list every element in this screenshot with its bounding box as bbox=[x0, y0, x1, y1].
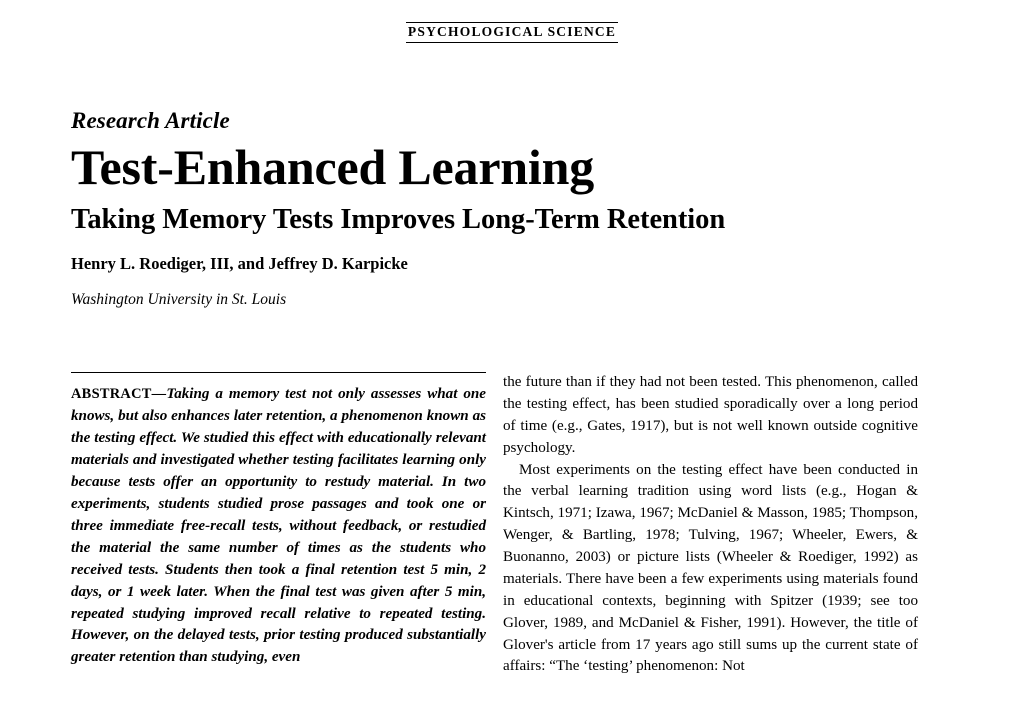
body-columns bbox=[71, 372, 951, 702]
article-type-label: Research Article bbox=[71, 108, 230, 133]
journal-name: PSYCHOLOGICAL SCIENCE bbox=[406, 22, 618, 43]
column-left bbox=[71, 372, 486, 669]
abstract-divider bbox=[71, 372, 486, 373]
abstract-text: Taking a memory test not only assesses what one knows, but also enhances later retention, a phenomenon known as the testing effect. We studied this effect with educationally relevant materials and investigated whether testing facilitates learning only because tests offer an opportunity to restudy material. In two experiments, students studied prose passages and took one or three immediate free-recall tests, without feedback, or restudied the material the same number of times as the students who received tests. Students then took a final retention test 5 min, 2 days, or 1 week later. When the final test was given after 5 min, repeated studying improved recall relative to repeated testing. However, on the delayed tests, prior testing produced substantially greater retention than studying, even bbox=[71, 386, 486, 666]
title-block bbox=[71, 108, 951, 310]
abstract-label: ABSTRACT— bbox=[71, 386, 167, 402]
author-list: Henry L. Roediger, III, and Jeffrey D. Karpicke bbox=[71, 253, 408, 273]
abstract-paragraph bbox=[71, 384, 486, 669]
article-subtitle: Taking Memory Tests Improves Long-Term Retention bbox=[71, 204, 726, 236]
column-right bbox=[503, 372, 918, 678]
author-affiliation: Washington University in St. Louis bbox=[71, 291, 287, 309]
body-paragraph-2: Most experiments on the testing effect have been conducted in the verbal learning tradition using word lists (e.g., Hogan & Kintsch, 1971; Izawa, 1967; McDaniel & Masson, 1985; Thompson, Wenger, & Bartling, 1978; Tulving, 1967; Wheeler, Ewers, & Buonanno, 2003) or picture lists (Wheeler & Roediger, 1992) as materials. There have been a few experiments using materials found in educational contexts, beginning with Spitzer (1939; see too Glover, 1989, and McDaniel & Fisher, 1991). However, the title of Glover's article from 17 years ago still sums up the current state of affairs: “The ‘testing’ phenomenon: Not bbox=[503, 461, 918, 675]
page-title: Test-Enhanced Learning bbox=[71, 139, 595, 196]
journal-running-head bbox=[0, 22, 1024, 43]
body-paragraph-1: the future than if they had not been tested. This phenomenon, called the testing effect, has been studied sporadically over a long period of time (e.g., Gates, 1917), but is not well known outside cognitive psychology. bbox=[503, 374, 918, 456]
